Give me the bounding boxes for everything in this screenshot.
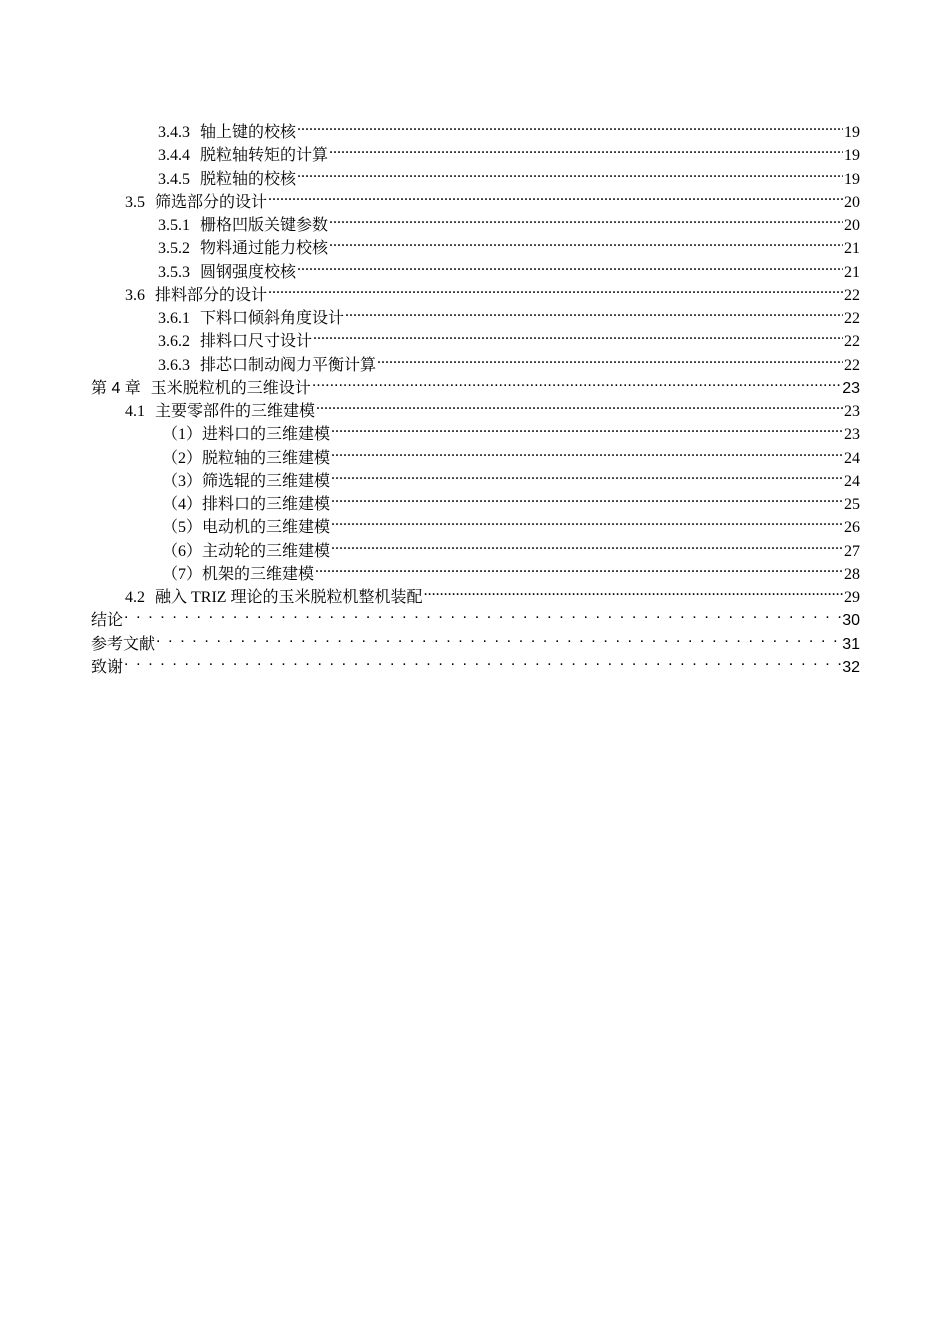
toc-chapter-entry[interactable] bbox=[0, 370, 950, 397]
dot-leader bbox=[313, 323, 843, 346]
toc-entry-page: 22 bbox=[844, 356, 860, 374]
toc-entry-title: （7）机架的三维建模 bbox=[162, 565, 315, 583]
table-of-contents bbox=[0, 114, 950, 676]
toc-entry-page: 19 bbox=[844, 147, 860, 165]
toc-entry-number: 3.6.3 bbox=[158, 356, 190, 374]
toc-entry-title: 排芯口制动阀力平衡计算 bbox=[200, 356, 377, 374]
toc-entry-page: 24 bbox=[844, 472, 860, 490]
dot-leader bbox=[377, 347, 843, 370]
toc-entry-page: 23 bbox=[844, 426, 860, 444]
toc-entry[interactable] bbox=[0, 184, 950, 211]
dot-leader bbox=[424, 579, 843, 602]
toc-entry-title: 轴上键的校核 bbox=[200, 124, 297, 141]
toc-entry[interactable] bbox=[0, 277, 950, 304]
toc-entry-title: 致谢 bbox=[91, 658, 124, 676]
toc-entry[interactable] bbox=[0, 254, 950, 281]
toc-entry-title: 下料口倾斜角度设计 bbox=[200, 310, 345, 327]
toc-entry-page: 25 bbox=[844, 496, 860, 513]
dot-leader bbox=[331, 486, 843, 509]
toc-entry-title: （3）筛选辊的三维建模 bbox=[162, 472, 331, 490]
dot-leader bbox=[329, 137, 843, 160]
dot-leader bbox=[316, 393, 843, 416]
toc-entry[interactable] bbox=[0, 207, 950, 234]
dot-leader bbox=[331, 533, 843, 556]
toc-entry-number: 3.5.3 bbox=[158, 263, 190, 281]
toc-entry-number: 3.5.2 bbox=[158, 240, 190, 258]
toc-entry[interactable] bbox=[0, 323, 950, 351]
dot-leader bbox=[329, 207, 843, 230]
dot-leader bbox=[329, 230, 843, 253]
toc-entry-title: 筛选部分的设计 bbox=[155, 193, 268, 211]
dot-leader bbox=[268, 277, 843, 300]
toc-entry-number: 3.5 bbox=[125, 193, 145, 211]
toc-entry-title: （1）进料口的三维建模 bbox=[162, 426, 331, 444]
dot-leader bbox=[331, 463, 843, 486]
toc-entry[interactable] bbox=[0, 137, 950, 165]
toc-entry-page: 23 bbox=[844, 403, 860, 420]
toc-entry[interactable] bbox=[0, 300, 950, 327]
toc-entry-title: 栅格凹版关键参数 bbox=[200, 217, 329, 234]
toc-entry-title: （2）脱粒轴的三维建模 bbox=[162, 449, 331, 467]
toc-entry[interactable] bbox=[0, 440, 950, 467]
dot-leader bbox=[331, 509, 843, 532]
toc-entry-number: 4.1 bbox=[125, 403, 145, 420]
toc-entry-page: 28 bbox=[844, 565, 860, 583]
toc-entry-title: 物料通过能力校核 bbox=[200, 240, 329, 258]
toc-entry-number: 4.2 bbox=[125, 589, 145, 606]
dot-leader bbox=[268, 184, 843, 207]
toc-entry[interactable] bbox=[0, 533, 950, 560]
dot-leader bbox=[156, 626, 841, 649]
toc-entry-page: 19 bbox=[844, 124, 860, 141]
toc-entry[interactable] bbox=[0, 114, 950, 141]
toc-entry-number: 3.4.5 bbox=[158, 170, 190, 188]
dot-leader bbox=[315, 556, 843, 579]
toc-entry-title: 排料口尺寸设计 bbox=[200, 333, 313, 351]
toc-entry-title: （5）电动机的三维建模 bbox=[162, 519, 331, 537]
toc-entry[interactable] bbox=[0, 463, 950, 490]
toc-entry[interactable] bbox=[0, 509, 950, 537]
toc-entry-title: 参考文献 bbox=[91, 635, 156, 653]
toc-entry[interactable] bbox=[0, 393, 950, 420]
toc-entry-page: 24 bbox=[844, 449, 860, 467]
toc-entry-page: 20 bbox=[844, 217, 860, 234]
toc-entry-title: 排料部分的设计 bbox=[155, 286, 268, 304]
dot-leader bbox=[124, 602, 841, 625]
toc-entry-page: 27 bbox=[844, 542, 860, 560]
dot-leader bbox=[331, 440, 843, 463]
toc-entry-page: 23 bbox=[842, 379, 860, 397]
toc-entry-number: 3.6 bbox=[125, 286, 145, 304]
toc-chapter-entry[interactable] bbox=[0, 602, 950, 630]
dot-leader bbox=[331, 416, 843, 439]
toc-entry-page: 19 bbox=[844, 170, 860, 188]
toc-entry-page: 26 bbox=[844, 519, 860, 537]
toc-entry-page: 32 bbox=[842, 658, 860, 676]
toc-entry[interactable] bbox=[0, 347, 950, 374]
toc-entry-page: 22 bbox=[844, 286, 860, 304]
toc-entry-title: 结论 bbox=[91, 612, 124, 630]
toc-entry-title: （4）排料口的三维建模 bbox=[162, 496, 331, 513]
toc-entry-number: 3.6.2 bbox=[158, 333, 190, 351]
dot-leader bbox=[297, 161, 843, 184]
toc-entry[interactable] bbox=[0, 161, 950, 188]
toc-entry-page: 21 bbox=[844, 240, 860, 258]
toc-chapter-entry[interactable] bbox=[0, 649, 950, 676]
dot-leader bbox=[312, 370, 841, 393]
toc-entry-title: 主要零部件的三维建模 bbox=[155, 403, 316, 420]
toc-entry-page: 22 bbox=[844, 310, 860, 327]
toc-entry-page: 21 bbox=[844, 263, 860, 281]
toc-entry-title: 脱粒轴的校核 bbox=[200, 170, 297, 188]
toc-entry[interactable] bbox=[0, 416, 950, 444]
toc-entry-title: 脱粒轴转矩的计算 bbox=[200, 147, 329, 165]
toc-entry-page: 31 bbox=[842, 635, 860, 653]
dot-leader bbox=[124, 649, 841, 672]
toc-entry[interactable] bbox=[0, 486, 950, 513]
dot-leader bbox=[297, 254, 843, 277]
toc-entry-number: 3.4.3 bbox=[158, 124, 190, 141]
toc-entry-title: （6）主动轮的三维建模 bbox=[162, 542, 331, 560]
toc-entry-title: 融入 TRIZ 理论的玉米脱粒机整机装配 bbox=[155, 589, 423, 606]
toc-entry-number: 第 4 章 bbox=[91, 379, 141, 397]
toc-entry[interactable] bbox=[0, 230, 950, 258]
toc-entry[interactable] bbox=[0, 556, 950, 583]
toc-chapter-entry[interactable] bbox=[0, 626, 950, 653]
toc-entry-page: 30 bbox=[842, 612, 860, 630]
toc-entry-page: 20 bbox=[844, 193, 860, 211]
toc-entry-title: 玉米脱粒机的三维设计 bbox=[150, 379, 311, 397]
toc-entry-page: 22 bbox=[844, 333, 860, 351]
dot-leader bbox=[297, 114, 843, 137]
toc-entry-number: 3.6.1 bbox=[158, 310, 190, 327]
toc-entry-title: 圆钢强度校核 bbox=[200, 263, 297, 281]
toc-entry-page: 29 bbox=[844, 589, 860, 606]
toc-entry-number: 3.4.4 bbox=[158, 147, 190, 165]
dot-leader bbox=[345, 300, 843, 323]
toc-entry-number: 3.5.1 bbox=[158, 217, 190, 234]
toc-entry[interactable] bbox=[0, 579, 950, 606]
